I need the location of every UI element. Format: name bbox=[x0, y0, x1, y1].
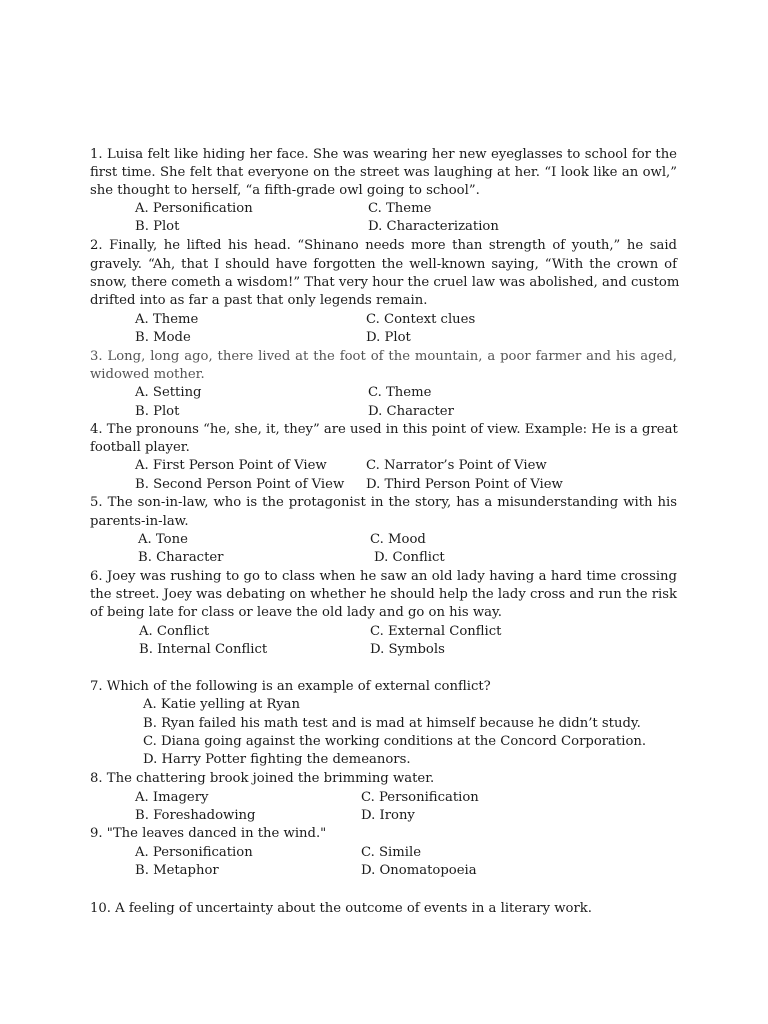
question-9-option-b: B. Metaphor bbox=[135, 863, 219, 878]
question-6-option-d: D. Symbols bbox=[370, 642, 445, 657]
question-3-option-d: D. Character bbox=[368, 404, 454, 419]
question-1-line-3: she thought to herself, “a fifth-grade owl going to school”. bbox=[90, 183, 480, 198]
question-2-line-1: 2. Finally, he lifted his head. “Shinano needs more than strength of youth,” he said bbox=[90, 238, 677, 253]
question-4-option-d: D. Third Person Point of View bbox=[366, 477, 563, 492]
question-5-option-a: A. Tone bbox=[138, 532, 188, 547]
question-5-option-d: D. Conflict bbox=[374, 550, 445, 565]
question-8-option-d: D. Irony bbox=[361, 808, 415, 823]
question-5-line-1: 5. The son-in-law, who is the protagonist in the story, has a misunderstanding with his bbox=[90, 495, 677, 510]
question-8-option-b: B. Foreshadowing bbox=[135, 808, 256, 823]
question-6-line-1: 6. Joey was rushing to go to class when he saw an old lady having a hard time crossing bbox=[90, 569, 677, 584]
question-4-line-1: 4. The pronouns “he, she, it, they” are used in this point of view. Example: He is a great bbox=[90, 422, 678, 437]
question-4-option-c: C. Narrator’s Point of View bbox=[366, 458, 547, 473]
question-9-option-a: A. Personification bbox=[135, 845, 253, 860]
question-9-option-d: D. Onomatopoeia bbox=[361, 863, 477, 878]
question-2-option-a: A. Theme bbox=[135, 312, 199, 327]
question-8-option-c: C. Personification bbox=[361, 790, 479, 805]
question-8-option-a: A. Imagery bbox=[135, 790, 209, 805]
question-1-option-a: A. Personification bbox=[135, 201, 253, 216]
question-6-option-b: B. Internal Conflict bbox=[139, 642, 268, 657]
question-8-line-1: 8. The chattering brook joined the brimming water. bbox=[90, 771, 435, 786]
question-7-option-d: D. Harry Potter fighting the demeanors. bbox=[143, 752, 411, 767]
question-3-line-2: widowed mother. bbox=[90, 367, 205, 382]
question-5-option-b: B. Character bbox=[138, 550, 224, 565]
question-1-option-c: C. Theme bbox=[368, 201, 432, 216]
question-4-line-2: football player. bbox=[90, 440, 190, 455]
question-2-line-4: drifted into as far a past that only legends remain. bbox=[90, 293, 428, 308]
question-3-option-a: A. Setting bbox=[135, 385, 202, 400]
question-5-option-c: C. Mood bbox=[370, 532, 426, 547]
question-6-option-c: C. External Conflict bbox=[370, 624, 502, 639]
question-6-option-a: A. Conflict bbox=[139, 624, 210, 639]
question-3-option-c: C. Theme bbox=[368, 385, 432, 400]
question-1-option-b: B. Plot bbox=[135, 219, 180, 234]
question-7-option-a: A. Katie yelling at Ryan bbox=[143, 697, 301, 712]
question-2-option-c: C. Context clues bbox=[366, 312, 476, 327]
question-10-line-1: 10. A feeling of uncertainty about the outcome of events in a literary work. bbox=[90, 901, 592, 916]
question-6-line-2: the street. Joey was debating on whether he should help the lady cross and run the risk bbox=[90, 587, 677, 602]
question-2-line-3: snow, there cometh a wisdom!” That very hour the cruel law was abolished, and custom bbox=[90, 275, 680, 290]
question-4-option-a: A. First Person Point of View bbox=[135, 458, 327, 473]
question-2-line-2: gravely. “Ah, that I should have forgotten the well-known saying, “With the crown of bbox=[90, 257, 677, 272]
question-3-line-1: 3. Long, long ago, there lived at the foot of the mountain, a poor farmer and his aged, bbox=[90, 349, 677, 364]
question-1-option-d: D. Characterization bbox=[368, 219, 499, 234]
question-4-option-b: B. Second Person Point of View bbox=[135, 477, 345, 492]
question-9-line-1: 9. "The leaves danced in the wind." bbox=[90, 826, 327, 841]
question-5-line-2: parents-in-law. bbox=[90, 514, 189, 529]
question-2-option-b: B. Mode bbox=[135, 330, 191, 345]
question-7-option-c: C. Diana going against the working conditions at the Concord Corporation. bbox=[143, 734, 647, 749]
question-7-line-1: 7. Which of the following is an example of external conflict? bbox=[90, 679, 491, 694]
question-2-option-d: D. Plot bbox=[366, 330, 411, 345]
question-6-line-3: of being late for class or leave the old lady and go on his way. bbox=[90, 605, 502, 620]
question-9-option-c: C. Simile bbox=[361, 845, 422, 860]
question-7-option-b: B. Ryan failed his math test and is mad at himself because he didn’t study. bbox=[143, 716, 641, 731]
question-3-option-b: B. Plot bbox=[135, 404, 180, 419]
question-1-line-2: first time. She felt that everyone on the street was laughing at her. “I look like an owl,” bbox=[90, 165, 677, 180]
question-1-line-1: 1. Luisa felt like hiding her face. She was wearing her new eyeglasses to school for the bbox=[90, 147, 677, 162]
